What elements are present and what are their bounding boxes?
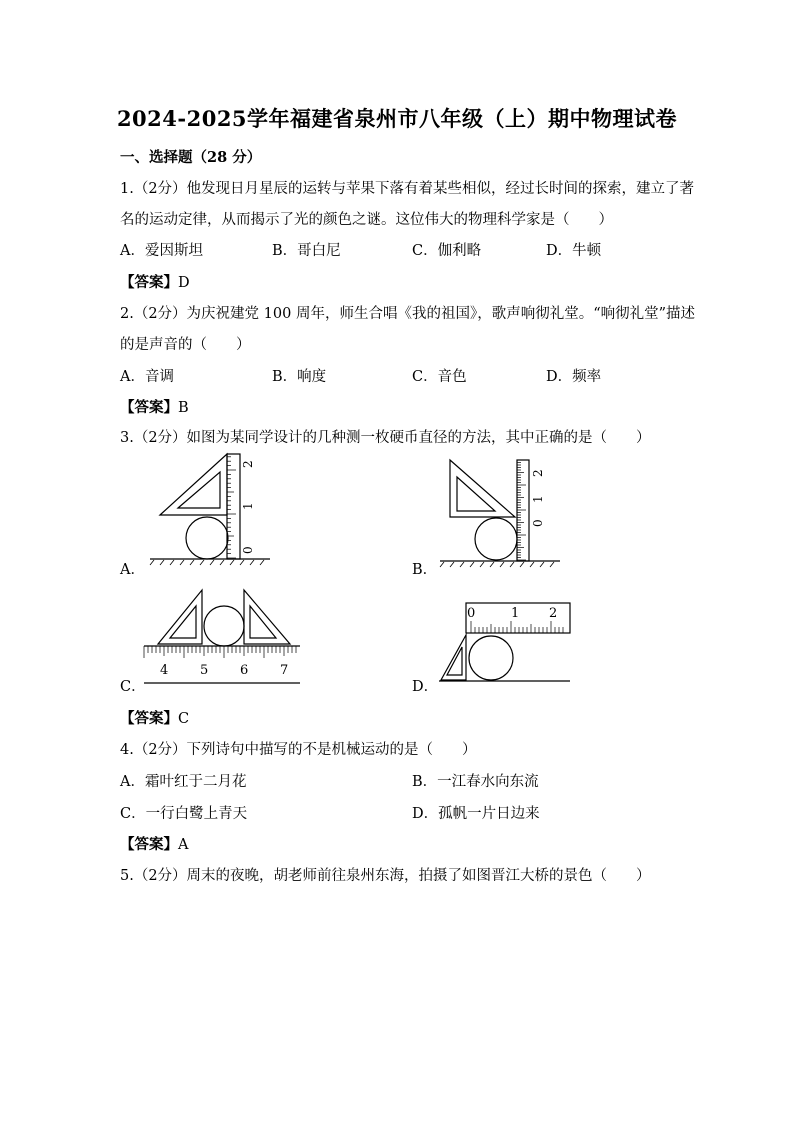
fig-d-tick-2: 2 [549,606,558,621]
figure-a-measurement [140,450,270,570]
fig-c-tick-6: 6 [240,663,249,678]
fig-a-tick-1: 1 [241,502,255,510]
q1-option-c: C．伽利略 [412,243,482,259]
q1-option-b: B．哥白尼 [272,243,341,259]
answer-value: B [178,400,189,416]
fig-c-tick-4: 4 [160,663,169,678]
question-2-line-1: 2.（2分）为庆祝建党 100 周年，师生合唱《我的祖国》，歌声响彻礼堂。“响彻礼堂”描述 [120,306,696,322]
q1-option-d: D．牛顿 [546,243,602,259]
q2-option-d: D．频率 [546,369,602,385]
q3-option-b: B． [412,562,438,578]
fig-a-tick-0: 0 [241,546,255,554]
answer-value: C [178,711,190,727]
fig-b-tick-2: 2 [531,469,545,477]
question-3-line-1: 3.（2分）如图为某同学设计的几种测一枚硬币直径的方法，其中正确的是（ ） [120,430,651,446]
q1-option-a: A．爱因斯坦 [120,243,203,259]
fig-b-tick-1: 1 [531,495,545,503]
q1-answer [120,271,190,292]
fig-c-tick-7: 7 [280,663,289,678]
page-title: 2024-2025学年福建省泉州市八年级（上）期中物理试卷 [116,106,678,131]
fig-d-tick-1: 1 [511,606,520,621]
q4-option-b: B．一江春水向东流 [412,774,539,790]
q2-answer [120,396,189,417]
answer-label: 【答案】 [120,836,178,853]
q2-option-a: A．音调 [120,369,174,385]
ruler-ticks [227,457,236,558]
question-5-line-1: 5.（2分）周末的夜晚，胡老师前往泉州东海，拍摄了如图晋江大桥的景色（ ） [120,868,651,884]
question-2-line-2: 的是声音的（ ） [120,337,251,353]
fig-d-ruler-ticks [471,621,563,633]
figure-c-measurement [140,582,305,687]
q4-option-d: D．孤帆一片日边来 [412,806,540,822]
fig-b-tick-0: 0 [531,519,545,527]
ruler-ticks [517,463,526,561]
q2-option-b: B．响度 [272,369,327,385]
answer-value: A [178,837,189,853]
answer-value: D [178,275,190,291]
q4-answer [120,833,188,854]
figure-b-measurement [430,455,560,575]
q2-option-c: C．音色 [412,369,467,385]
q3-option-d: D． [412,679,439,695]
q3-answer [120,707,189,728]
question-1-line-1: 1.（2分）他发现日月星辰的运转与苹果下落有着某些相似，经过长时间的探索，建立了著 [120,181,695,197]
q3-option-a: A． [120,562,145,578]
q4-option-a: A．霜叶红于二月花 [120,774,247,790]
fig-c-tick-5: 5 [200,663,209,678]
fig-a-tick-2: 2 [241,460,255,468]
question-4-line-1: 4.（2分）下列诗句中描写的不是机械运动的是（ ） [120,742,477,758]
question-1-line-2: 名的运动定律，从而揭示了光的颜色之谜。这位伟大的物理科学家是（ ） [120,212,613,228]
figure-d-measurement [435,595,575,687]
section-heading: 一、选择题（28 分） [120,149,262,166]
q3-option-c: C． [120,679,146,695]
q4-option-c: C．一行白鹭上青天 [120,806,248,822]
answer-label: 【答案】 [120,399,178,416]
answer-label: 【答案】 [120,274,178,291]
fig-c-ruler-ticks [144,646,296,658]
answer-label: 【答案】 [120,710,178,727]
fig-d-tick-0: 0 [467,606,476,621]
